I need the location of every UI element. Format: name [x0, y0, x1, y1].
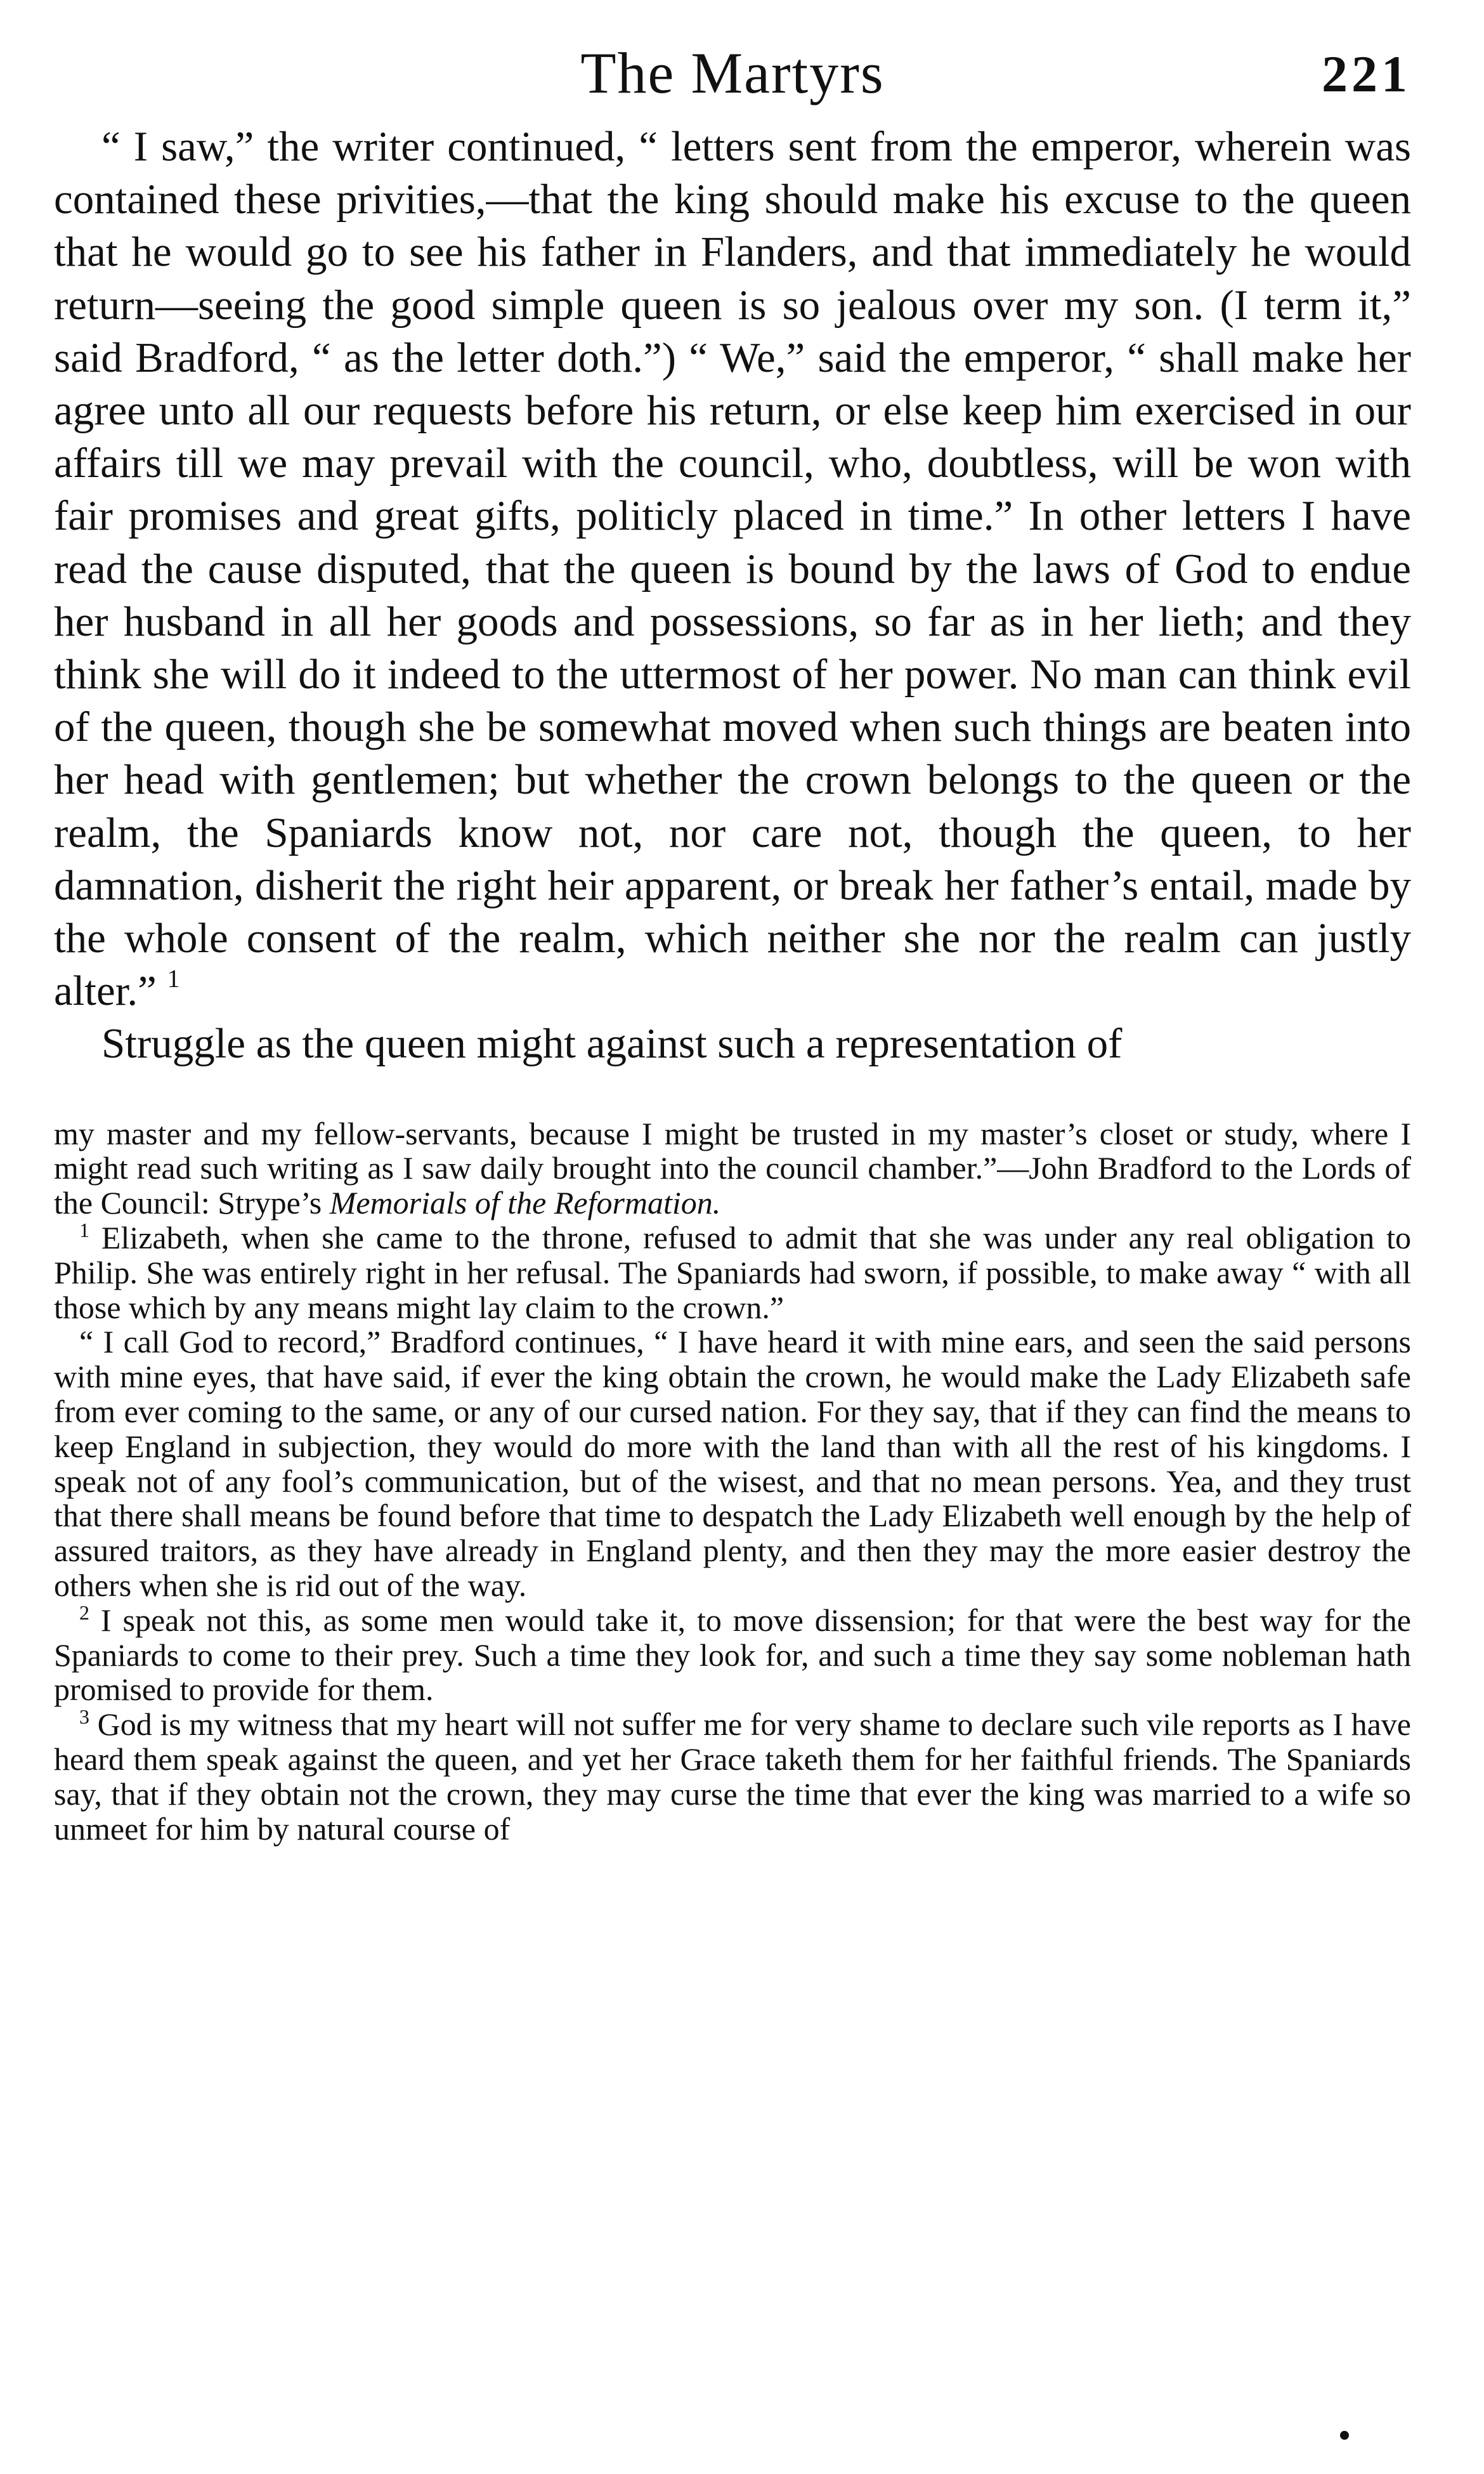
footnote-text: Elizabeth, when she came to the throne, refused to admit that she was under any real obligation to Philip. She was entirely right in her refusal. The Spaniards had sworn, if possible, to make away “ with all those which by any means might lay claim to the crown.” [54, 1220, 1412, 1325]
page-number: 221 [1322, 45, 1411, 103]
running-header [54, 38, 1411, 121]
footnote-text: I speak not this, as some men would take it, to move dissension; for that were the best way for the Spaniards to come to their prey. Such a time they look for, and such a time they say some nobleman hath promised to provide for them. [54, 1602, 1412, 1708]
book-title: Memorials of the Reformation. [329, 1185, 721, 1221]
main-text [54, 121, 1411, 1071]
footnote-marker: 3 [79, 1705, 89, 1729]
footnote-2 [54, 1600, 1412, 1708]
body-paragraph [54, 1018, 1411, 1070]
footnote-continuation [54, 1116, 1411, 1221]
footnote-marker: 2 [79, 1600, 89, 1624]
footnote-reference: 1 [167, 964, 180, 993]
book-page [54, 38, 1411, 1846]
body-paragraph [54, 121, 1411, 1018]
footnote-3 [54, 1707, 1411, 1846]
footnotes [54, 1116, 1411, 1847]
footnote-1 [54, 1221, 1411, 1325]
footnote-text: God is my witness that my heart will not suffer me for very shame to declare such vile reports as I have heard them speak against the queen, and yet her Grace taketh them for her faithful friends. The Spaniards say, that if they obtain not the crown, they may curse the time that ever the king was married to a wife so unmeet for him by natural course of [54, 1706, 1412, 1847]
running-title: The Martyrs [580, 41, 885, 105]
paragraph-text: Struggle as the queen might against such a representation of [101, 1020, 1123, 1068]
ink-dot [1340, 2431, 1349, 2440]
paragraph-text: “ I saw,” the writer continued, “ letters sent from the emperor, wherein was contained these privities,—that the king should make his excuse to the queen that he would go to see his father in Flanders, and that immediately he would return—seeing the good simple queen is so jealous over my son. (I term it,” said Bradford, “ as the letter doth.”) “ We,” said the emperor, “ shall make her agree unto all our requests before his return, or else keep him exercised in our affairs till we may prevail with the council, who, doubtless, will be won with fair promises and great gifts, politicly placed in time.” In other letters I have read the cause disputed, that the queen is bound by the laws of God to endue her husband in all her goods and possessions, so far as in her lieth; and they think she will do it indeed to the uttermost of her power. No man can think evil of the queen, though she be somewhat moved when such things are beaten into her head with gentlemen; but whether the crown belongs to the queen or the realm, the Spaniards know not, nor care not, though the queen, to her damnation, disherit the right heir apparent, or break her father’s entail, made by the whole consent of the realm, which neither she nor the realm can justly alter.” [54, 123, 1411, 1015]
footnote-text: my master and my fellow-servants, because I might be trusted in my master’s closet or study, where I might read such writing as I saw daily brought into the council chamber.”—John Bradford to the Lords of the Council: Strype’s [54, 1115, 1411, 1221]
footnote-1-quote [54, 1325, 1411, 1602]
footnote-text: “ I call God to record,” Bradford continues, “ I have heard it with mine ears, and seen the said persons with mine eyes, that have said, if ever the king obtain the crown, he would make the Lady Elizabeth safe from ever coming to the same, or any of our cursed nation. For they say, that if they can find the means to keep England in subjection, they would do more with the land than with all the rest of his kingdoms. I speak not of any fool’s communication, but of the wisest, and that no mean persons. Yea, and they trust that there shall means be found before that time to despatch the Lady Elizabeth well enough by the help of assured traitors, as they have already in England plenty, and then they may the more easier destroy the others when she is rid out of the way. [54, 1324, 1411, 1604]
footnote-marker: 1 [79, 1219, 89, 1242]
